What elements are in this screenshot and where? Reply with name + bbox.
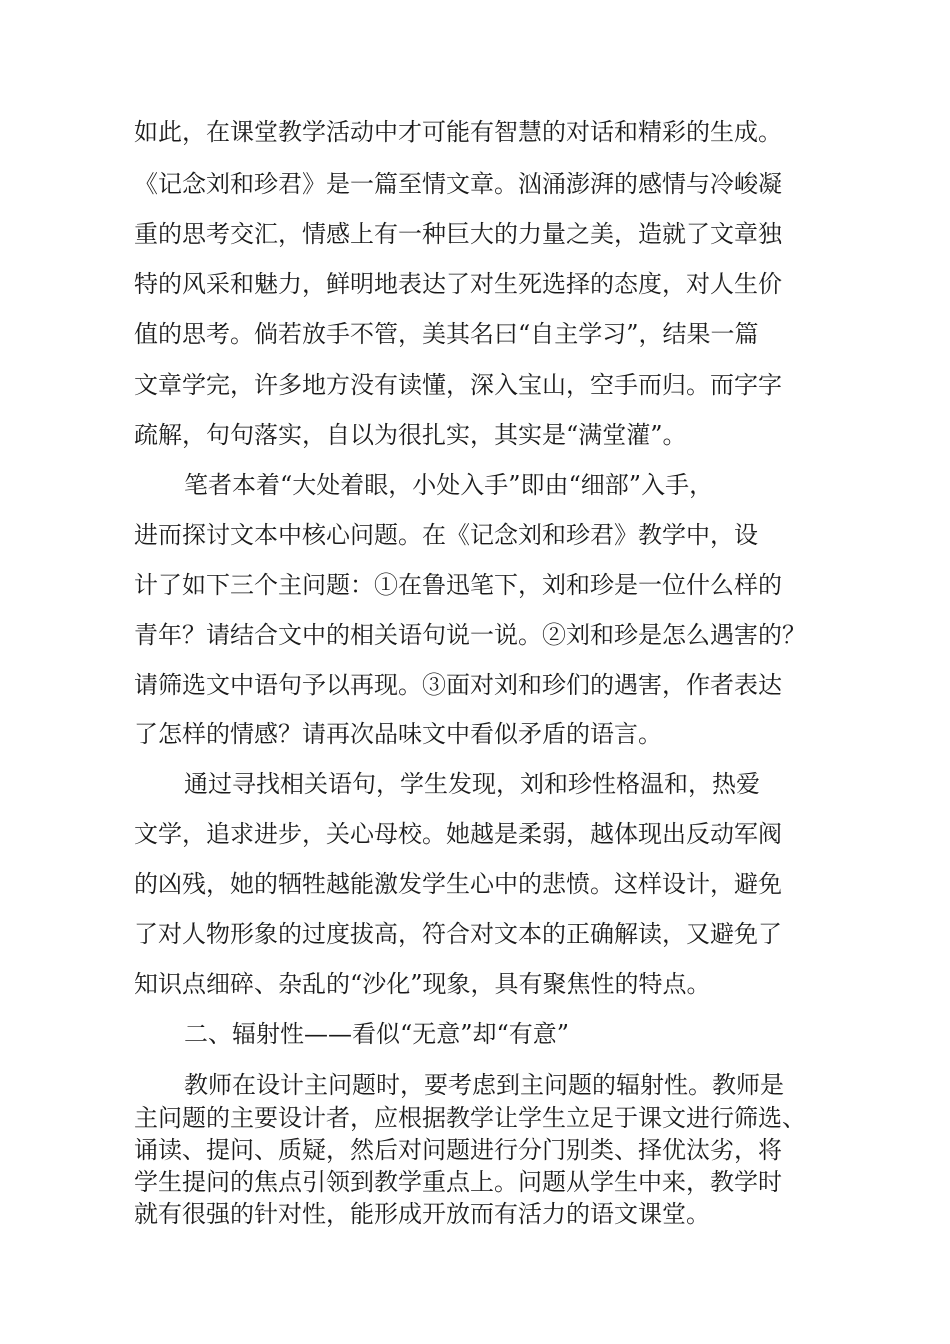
text-line: 主问题的主要设计者，应根据教学让学生立足于课文进行筛选、 <box>134 1104 806 1132</box>
text-line: 知识点细碎、杂乱的“沙化”现象，具有聚焦性的特点。 <box>134 970 711 998</box>
paragraph-first-line: 笔者本着“大处着眼，小处入手”即由“细部”入手， <box>184 471 714 499</box>
text-line: 了对人物形象的过度拔高，符合对文本的正确解读，又避免了 <box>134 920 782 948</box>
text-line: 计了如下三个主问题：①在鲁迅笔下，刘和珍是一位什么样的 <box>134 571 782 599</box>
text-line: 文章学完，许多地方没有读懂，深入宝山，空手而归。而字字 <box>134 371 782 399</box>
text-line: 青年？请结合文中的相关语句说一说。②刘和珍是怎么遇害的？ <box>134 621 806 649</box>
text-line: 《记念刘和珍君》是一篇至情文章。汹涌澎湃的感情与冷峻凝 <box>134 170 782 198</box>
text-line: 文学，追求进步，关心母校。她越是柔弱，越体现出反动军阀 <box>134 820 782 848</box>
text-line: 重的思考交汇，情感上有一种巨大的力量之美，造就了文章独 <box>134 220 782 248</box>
text-line: 就有很强的针对性，能形成开放而有活力的语文课堂。 <box>134 1200 710 1228</box>
text-line: 值的思考。倘若放手不管，美其名曰“自主学习”，结果一篇 <box>134 320 759 348</box>
section-heading: 二、辐射性——看似“无意”却“有意” <box>184 1020 570 1048</box>
text-line: 了怎样的情感？请再次品味文中看似矛盾的语言。 <box>134 720 662 748</box>
text-line: 学生提问的焦点引领到教学重点上。问题从学生中来，教学时 <box>134 1168 782 1196</box>
text-line: 疏解，句句落实，自以为很扎实，其实是“满堂灌”。 <box>134 421 687 449</box>
text-line: 请筛选文中语句予以再现。③面对刘和珍们的遇害，作者表达 <box>134 671 782 699</box>
text-line: 进而探讨文本中核心问题。在《记念刘和珍君》教学中，设 <box>134 521 758 549</box>
text-line: 如此，在课堂教学活动中才可能有智慧的对话和精彩的生成。 <box>134 118 782 146</box>
paragraph-first-line: 教师在设计主问题时，要考虑到主问题的辐射性。教师是 <box>184 1071 784 1099</box>
text-line: 诵读、提问、质疑，然后对问题进行分门别类、择优汰劣，将 <box>134 1136 782 1164</box>
text-line: 的凶残，她的牺牲越能激发学生心中的悲愤。这样设计，避免 <box>134 870 782 898</box>
text-line: 特的风采和魅力，鲜明地表达了对生死选择的态度，对人生价 <box>134 270 782 298</box>
paragraph-first-line: 通过寻找相关语句，学生发现，刘和珍性格温和，热爱 <box>184 770 760 798</box>
